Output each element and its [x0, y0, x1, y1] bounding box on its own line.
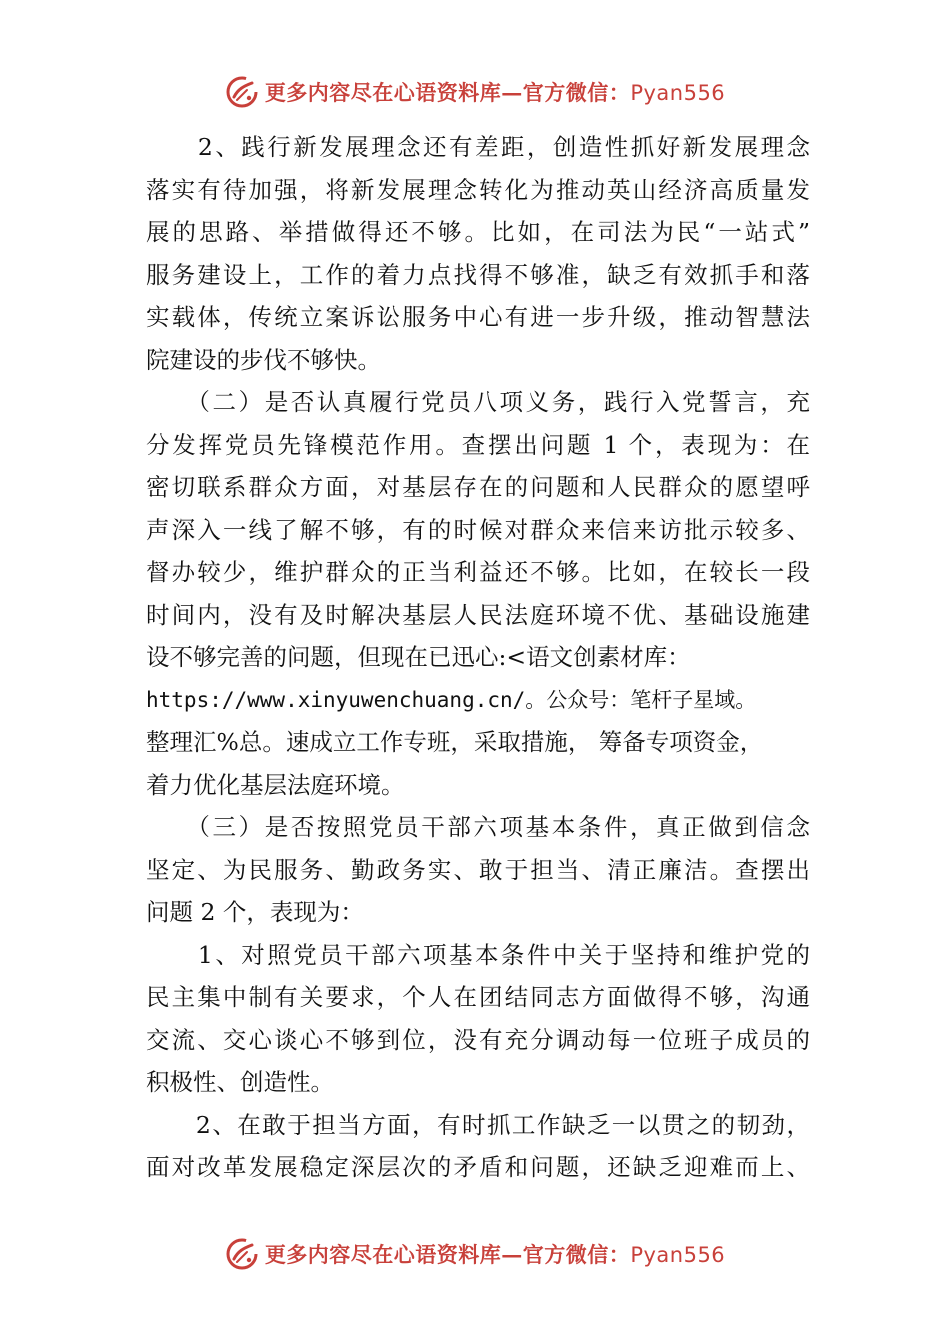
footer-banner-text: 更多内容尽在心语资料库—官方微信：Pyan556: [264, 1242, 726, 1267]
document-body: [146, 126, 810, 1189]
body-line: 展的思路、举措做得还不够。比如，在司法为民“一站式”: [146, 218, 810, 246]
body-line: 交流、交心谈心不够到位，没有充分调动每一位班子成员的: [146, 1025, 810, 1054]
body-line: 着力优化基层法庭环境。: [146, 770, 405, 799]
body-line: 时间内，没有及时解决基层人民法庭环境不优、基础设施建: [146, 600, 810, 629]
body-line: 密切联系群众方面，对基层存在的问题和人民群众的愿望呼: [146, 473, 810, 501]
body-line: 落实有待加强，将新发展理念转化为推动英山经济高质量发: [146, 175, 810, 204]
body-line: 服务建设上，工作的着力点找得不够准，缺乏有效抓手和落: [146, 260, 810, 289]
header-banner: [0, 70, 950, 114]
body-line: 坚定、为民服务、勤政务实、敢于担当、清正廉洁。查摆出: [146, 855, 810, 884]
footer-banner: [0, 1232, 950, 1276]
body-line: 民主集中制有关要求，个人在团结同志方面做得不够，沟通: [146, 983, 810, 1011]
header-account: Pyan556: [630, 81, 726, 105]
red-ink-brush-logo-icon: [225, 75, 259, 109]
body-line: 分发挥党员先锋模范作用。查摆出问题 1 个，表现为：在: [146, 430, 810, 459]
body-line: 面对改革发展稳定深层次的矛盾和问题，还缺乏迎难而上、: [146, 1153, 810, 1181]
red-ink-brush-logo-icon: [225, 1237, 259, 1271]
body-line: 设不够完善的问题，但现在已迅心:<语文创素材库：: [146, 643, 691, 671]
body-line: 整理汇%总。速成立工作专班，采取措施， 筹备专项资金，: [146, 728, 764, 756]
body-line: 1、对照党员干部六项基本条件中关于坚持和维护党的: [146, 940, 810, 969]
body-line: （二）是否认真履行党员八项义务，践行入党誓言，充: [146, 388, 810, 416]
body-line: 声深入一线了解不够，有的时候对群众来信来访批示较多、: [146, 515, 810, 544]
body-line: 2、践行新发展理念还有差距，创造性抓好新发展理念: [146, 133, 810, 161]
body-line: （三）是否按照党员干部六项基本条件，真正做到信念: [146, 813, 810, 841]
body-line: 督办较少，维护群众的正当利益还不够。比如，在较长一段: [146, 558, 810, 586]
body-line: 积极性、创造性。: [146, 1068, 334, 1096]
body-line: 2、在敢于担当方面，有时抓工作缺乏一以贯之的韧劲，: [146, 1110, 810, 1139]
header-banner-text: 更多内容尽在心语资料库—官方微信：Pyan556: [264, 80, 726, 105]
body-line: 实载体，传统立案诉讼服务中心有进一步升级，推动智慧法: [146, 303, 810, 331]
body-line: 院建设的步伐不够快。: [146, 345, 381, 374]
body-line-url: https://www.xinyuwenchuang.cn/。公众号：笔杆子星域。: [146, 687, 757, 712]
footer-account: Pyan556: [630, 1243, 726, 1267]
body-line: 问题 2 个，表现为：: [146, 898, 364, 926]
